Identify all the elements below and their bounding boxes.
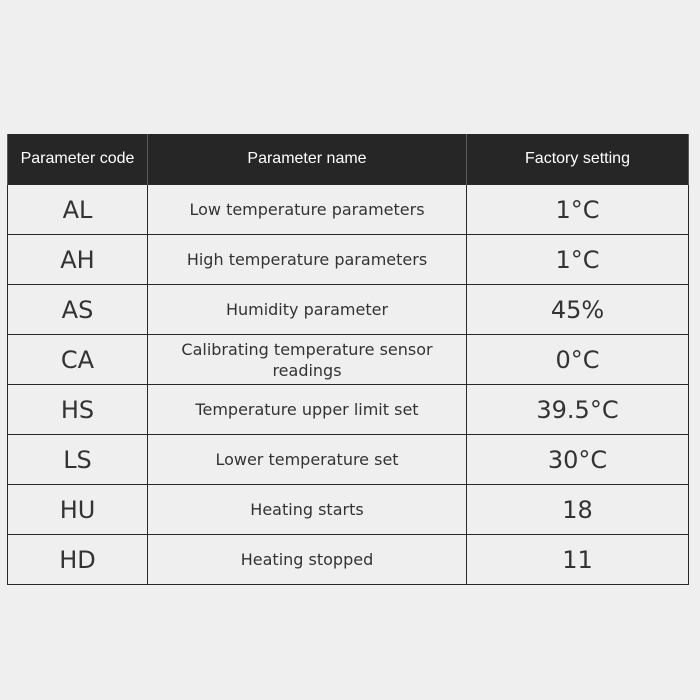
parameter-code-cell: AH <box>8 235 148 285</box>
parameter-code-cell: CA <box>8 335 148 385</box>
parameter-name-cell: Heating starts <box>148 485 467 535</box>
factory-setting-cell: 45% <box>467 285 689 335</box>
table-header <box>8 134 689 185</box>
parameter-name-cell: Humidity parameter <box>148 285 467 335</box>
factory-setting-cell: 11 <box>467 535 689 585</box>
factory-setting-cell: 39.5°C <box>467 385 689 435</box>
table-row <box>8 335 689 385</box>
table-row <box>8 285 689 335</box>
header-parameter-code: Parameter code <box>8 134 148 185</box>
parameter-code-cell: AL <box>8 185 148 235</box>
factory-setting-cell: 18 <box>467 485 689 535</box>
factory-setting-cell: 0°C <box>467 335 689 385</box>
header-parameter-name: Parameter name <box>148 134 467 185</box>
parameter-code-cell: HU <box>8 485 148 535</box>
parameter-name-cell: Calibrating temperature sensor readings <box>148 335 467 385</box>
parameter-code-cell: HD <box>8 535 148 585</box>
factory-setting-cell: 1°C <box>467 235 689 285</box>
factory-setting-cell: 1°C <box>467 185 689 235</box>
parameter-name-cell: Temperature upper limit set <box>148 385 467 435</box>
table-row <box>8 235 689 285</box>
header-row <box>8 134 689 185</box>
header-factory-setting: Factory setting <box>467 134 689 185</box>
parameter-name-cell: Low temperature parameters <box>148 185 467 235</box>
table-body <box>8 185 689 585</box>
parameter-code-cell: LS <box>8 435 148 485</box>
factory-setting-cell: 30°C <box>467 435 689 485</box>
parameter-name-cell: Heating stopped <box>148 535 467 585</box>
parameter-code-cell: AS <box>8 285 148 335</box>
parameter-name-cell: Lower temperature set <box>148 435 467 485</box>
table-row <box>8 535 689 585</box>
table-row <box>8 435 689 485</box>
parameter-name-cell: High temperature parameters <box>148 235 467 285</box>
table-row <box>8 185 689 235</box>
table-row <box>8 485 689 535</box>
table-row <box>8 385 689 435</box>
parameter-code-cell: HS <box>8 385 148 435</box>
parameter-table <box>7 134 689 585</box>
